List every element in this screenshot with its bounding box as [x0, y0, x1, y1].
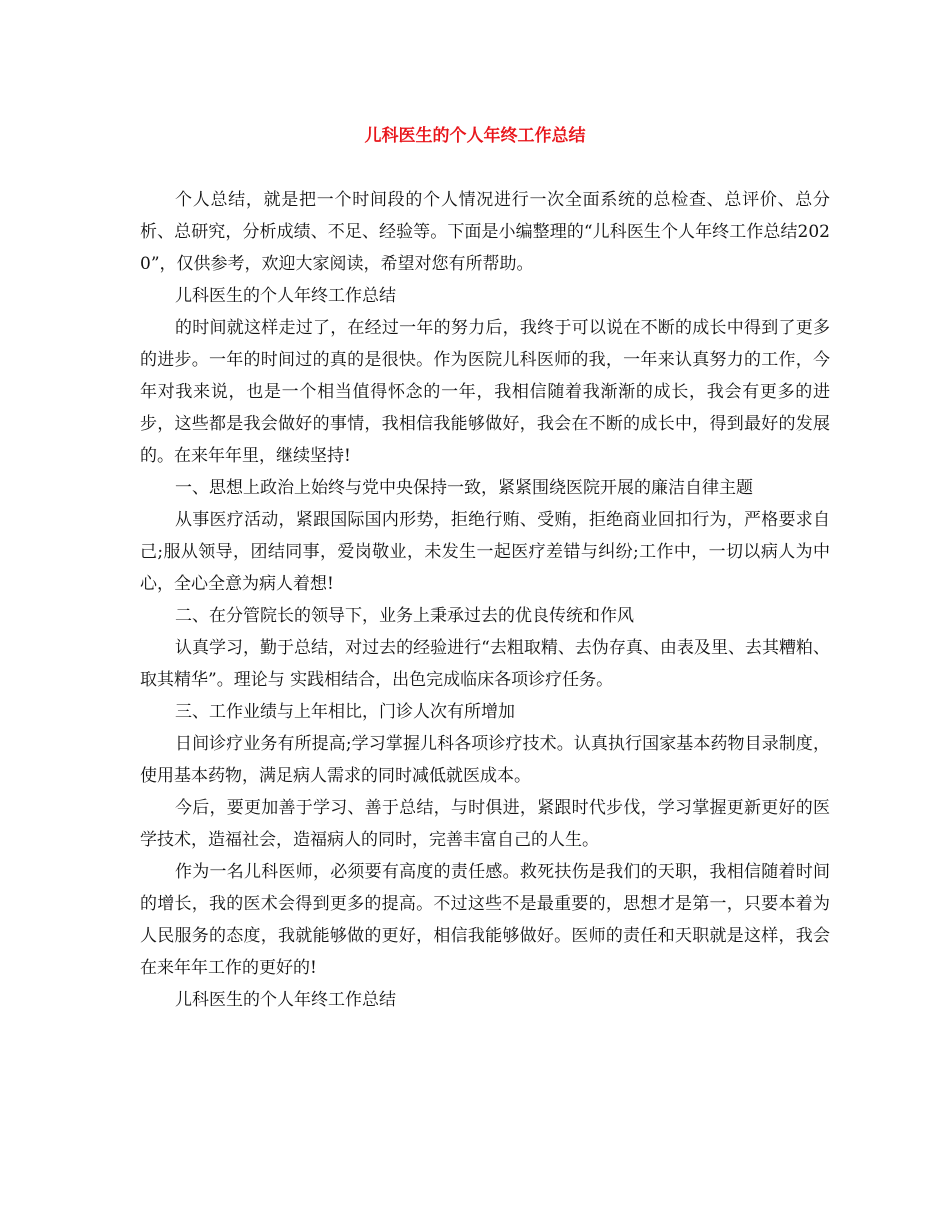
paragraph-section-three: 三、工作业绩与上年相比，门诊人次有所增加: [175, 702, 515, 722]
paragraph-section-one-detail: 从事医疗活动，紧跟国际国内形势，拒绝行贿、受贿，拒绝商业回扣行为，严格要求自己;服从领导，团结同事，爱岗敬业，未发生一起医疗差错与纠纷;工作中，一切以病人为中心，全心全意为病人着想!: [140, 510, 830, 594]
paragraph-year-review: 的时间就这样走过了，在经过一年的努力后，我终于可以说在不断的成长中得到了更多的进步。一年的时间过的真的是很快。作为医院儿科医师的我，一年来认真努力的工作，今年对我来说，也是一个相当值得怀念的一年，我相信随着我渐渐的成长，我会有更多的进步，这些都是我会做好的事情，我相信我能够做好，我会在不断的成长中，得到最好的发展的。在来年年里，继续坚持!: [140, 318, 830, 466]
paragraph-future-plan: 今后，要更加善于学习、善于总结，与时俱进，紧跟时代步伐，学习掌握更新更好的医学技术，造福社会，造福病人的同时，完善丰富自己的人生。: [140, 798, 830, 850]
paragraph-intro: 个人总结，就是把一个时间段的个人情况进行一次全面系统的总检查、总评价、总分析、总研究，分析成绩、不足、经验等。下面是小编整理的“儿科医生个人年终工作总结2020”，仅供参考，欢迎大家阅读，希望对您有所帮助。: [140, 190, 830, 274]
paragraph-responsibility: 作为一名儿科医师，必须要有高度的责任感。救死扶伤是我们的天职，我相信随着时间的增长，我的医术会得到更多的提高。不过这些不是最重要的，思想才是第一，只要本着为人民服务的态度，我就能够做的更好，相信我能够做好。医师的责任和天职就是这样，我会在来年年工作的更好的!: [140, 862, 830, 978]
paragraph-section-two: 二、在分管院长的领导下，业务上秉承过去的优良传统和作风: [175, 606, 634, 626]
paragraph-closing-heading: 儿科医生的个人年终工作总结: [175, 990, 396, 1010]
paragraph-section-three-detail: 日间诊疗业务有所提高;学习掌握儿科各项诊疗技术。认真执行国家基本药物目录制度，使用基本药物，满足病人需求的同时减低就医成本。: [140, 734, 830, 786]
paragraph-section-two-detail: 认真学习，勤于总结，对过去的经验进行“去粗取精、去伪存真、由表及里、去其糟粕、取其精华”。理论与 实践相结合，出色完成临床各项诊疗任务。: [140, 638, 830, 690]
document-title: 儿科医生的个人年终工作总结: [364, 126, 586, 146]
paragraph-section-one: 一、思想上政治上始终与党中央保持一致，紧紧围绕医院开展的廉洁自律主题: [175, 478, 753, 498]
paragraph-heading-repeat: 儿科医生的个人年终工作总结: [175, 286, 396, 306]
document-body: [140, 184, 830, 1016]
